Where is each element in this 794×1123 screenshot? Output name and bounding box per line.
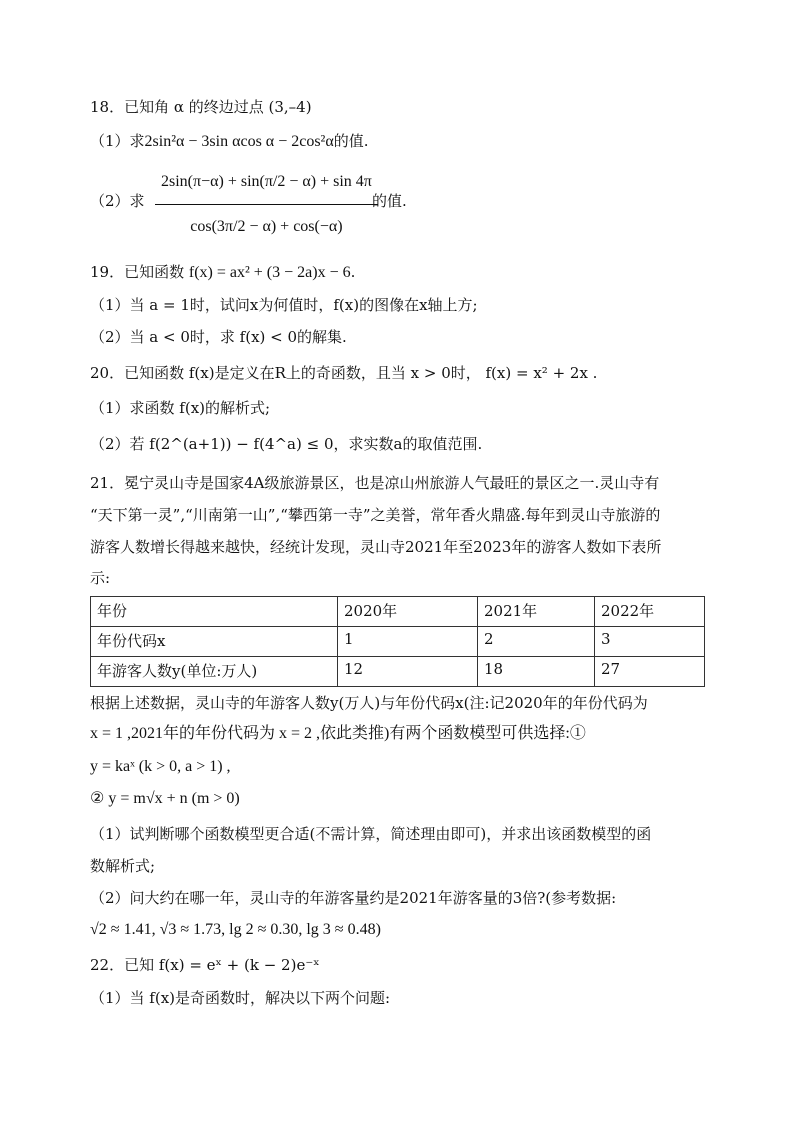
table-row bbox=[91, 597, 705, 627]
q18-part2-prefix: （2）求 bbox=[90, 192, 145, 210]
q19-stem-expr: f(x) = ax² + (3 − 2a)x − 6 bbox=[188, 264, 351, 281]
table-cell: 2 bbox=[478, 627, 595, 657]
q21-part1-b: 数解析式; bbox=[90, 857, 156, 875]
q20-part2: （2）若 f(2^(a+1)) − f(4^a) ≤ 0，求实数a的取值范围. bbox=[90, 435, 483, 453]
q21-part1-a: （1）试判断哪个函数模型更合适(不需计算，简述理由即可)，并求出该函数模型的函 bbox=[90, 825, 652, 843]
q22-part1: （1）当 f(x)是奇函数时，解决以下两个问题: bbox=[90, 989, 391, 1007]
table-cell: 27 bbox=[595, 657, 705, 687]
q18-stem: 18．已知角 α 的终边过点 (3,–4) bbox=[90, 98, 312, 116]
q21-line2: “天下第一灵”,“川南第一山”,“攀西第一寺”之美誉，常年香火鼎盛.每年到灵山寺旅游的 bbox=[90, 506, 661, 524]
table-row bbox=[91, 657, 705, 687]
q18-part2-numerator: 2sin(π−α) + sin(π/2 − α) + sin 4π bbox=[161, 173, 372, 190]
q21-model1: y = kaˣ (k > 0, a > 1) , bbox=[90, 758, 231, 775]
table-cell: 年游客人数y(单位:万人) bbox=[91, 657, 338, 687]
table-cell: 1 bbox=[338, 627, 478, 657]
table-cell: 18 bbox=[478, 657, 595, 687]
q21-line4: 示: bbox=[90, 569, 111, 587]
table-cell: 年份 bbox=[91, 597, 338, 627]
q21-part2-b: √2 ≈ 1.41, √3 ≈ 1.73, lg 2 ≈ 0.30, lg 3 ≈ 0.48) bbox=[90, 921, 381, 938]
visitor-table bbox=[90, 596, 705, 687]
table-cell: 2021年 bbox=[478, 597, 595, 627]
q21-after2: x = 1 ,2021年的年份代码为 x = 2 ,依此类推)有两个函数模型可供选择:① bbox=[90, 725, 586, 742]
q19-part1: （1）当 a = 1时，试问x为何值时，f(x)的图像在x轴上方; bbox=[90, 296, 478, 314]
q22-stem: 22．已知 f(x) = eˣ + (k − 2)e⁻ˣ bbox=[90, 956, 320, 974]
q21-after1: 根据上述数据，灵山寺的年游客人数y(万人)与年份代码x(注:记2020年的年份代码为 bbox=[90, 694, 648, 712]
q21-model2: ② y = m√x + n (m > 0) bbox=[90, 790, 240, 807]
q21-line1: 21．冕宁灵山寺是国家4A级旅游景区，也是凉山州旅游人气最旺的景区之一.灵山寺有 bbox=[90, 474, 660, 492]
q21-line3: 游客人数增长得越来越快，经统计发现，灵山寺2021年至2023年的游客人数如下表所 bbox=[90, 538, 662, 556]
q18-part2-denominator: cos(3π/2 − α) + cos(−α) bbox=[155, 204, 378, 249]
table-row bbox=[91, 627, 705, 657]
table-cell: 2022年 bbox=[595, 597, 705, 627]
q21-part2-a: （2）问大约在哪一年，灵山寺的年游客量约是2021年游客量的3倍?(参考数据: bbox=[90, 889, 617, 907]
q18-part1-prefix: （1）求 bbox=[90, 132, 145, 150]
q20-part1: （1）求函数 f(x)的解析式; bbox=[90, 399, 271, 417]
q19-part2: （2）当 a < 0时，求 f(x) < 0的解集. bbox=[90, 328, 347, 346]
table-cell: 2020年 bbox=[338, 597, 478, 627]
q18-part1-expr: 2sin²α − 3sin αcos α − 2cos²α bbox=[144, 133, 334, 150]
q19-stem-prefix: 19．已知函数 bbox=[90, 263, 185, 281]
table-cell: 12 bbox=[338, 657, 478, 687]
table-cell: 年份代码x bbox=[91, 627, 338, 657]
q18-part2-fraction bbox=[155, 160, 378, 249]
q18-part2-suffix: 的值. bbox=[372, 192, 407, 210]
q18-part1-suffix: 的值. bbox=[333, 132, 369, 150]
q18-part1 bbox=[90, 130, 369, 153]
q19-stem: 19．已知函数 f(x) = ax² + (3 − 2a)x − 6. bbox=[90, 263, 356, 281]
q20-stem: 20．已知函数 f(x)是定义在R上的奇函数，且当 x > 0时， f(x) = x² + 2x . bbox=[90, 364, 598, 382]
table-cell: 3 bbox=[595, 627, 705, 657]
